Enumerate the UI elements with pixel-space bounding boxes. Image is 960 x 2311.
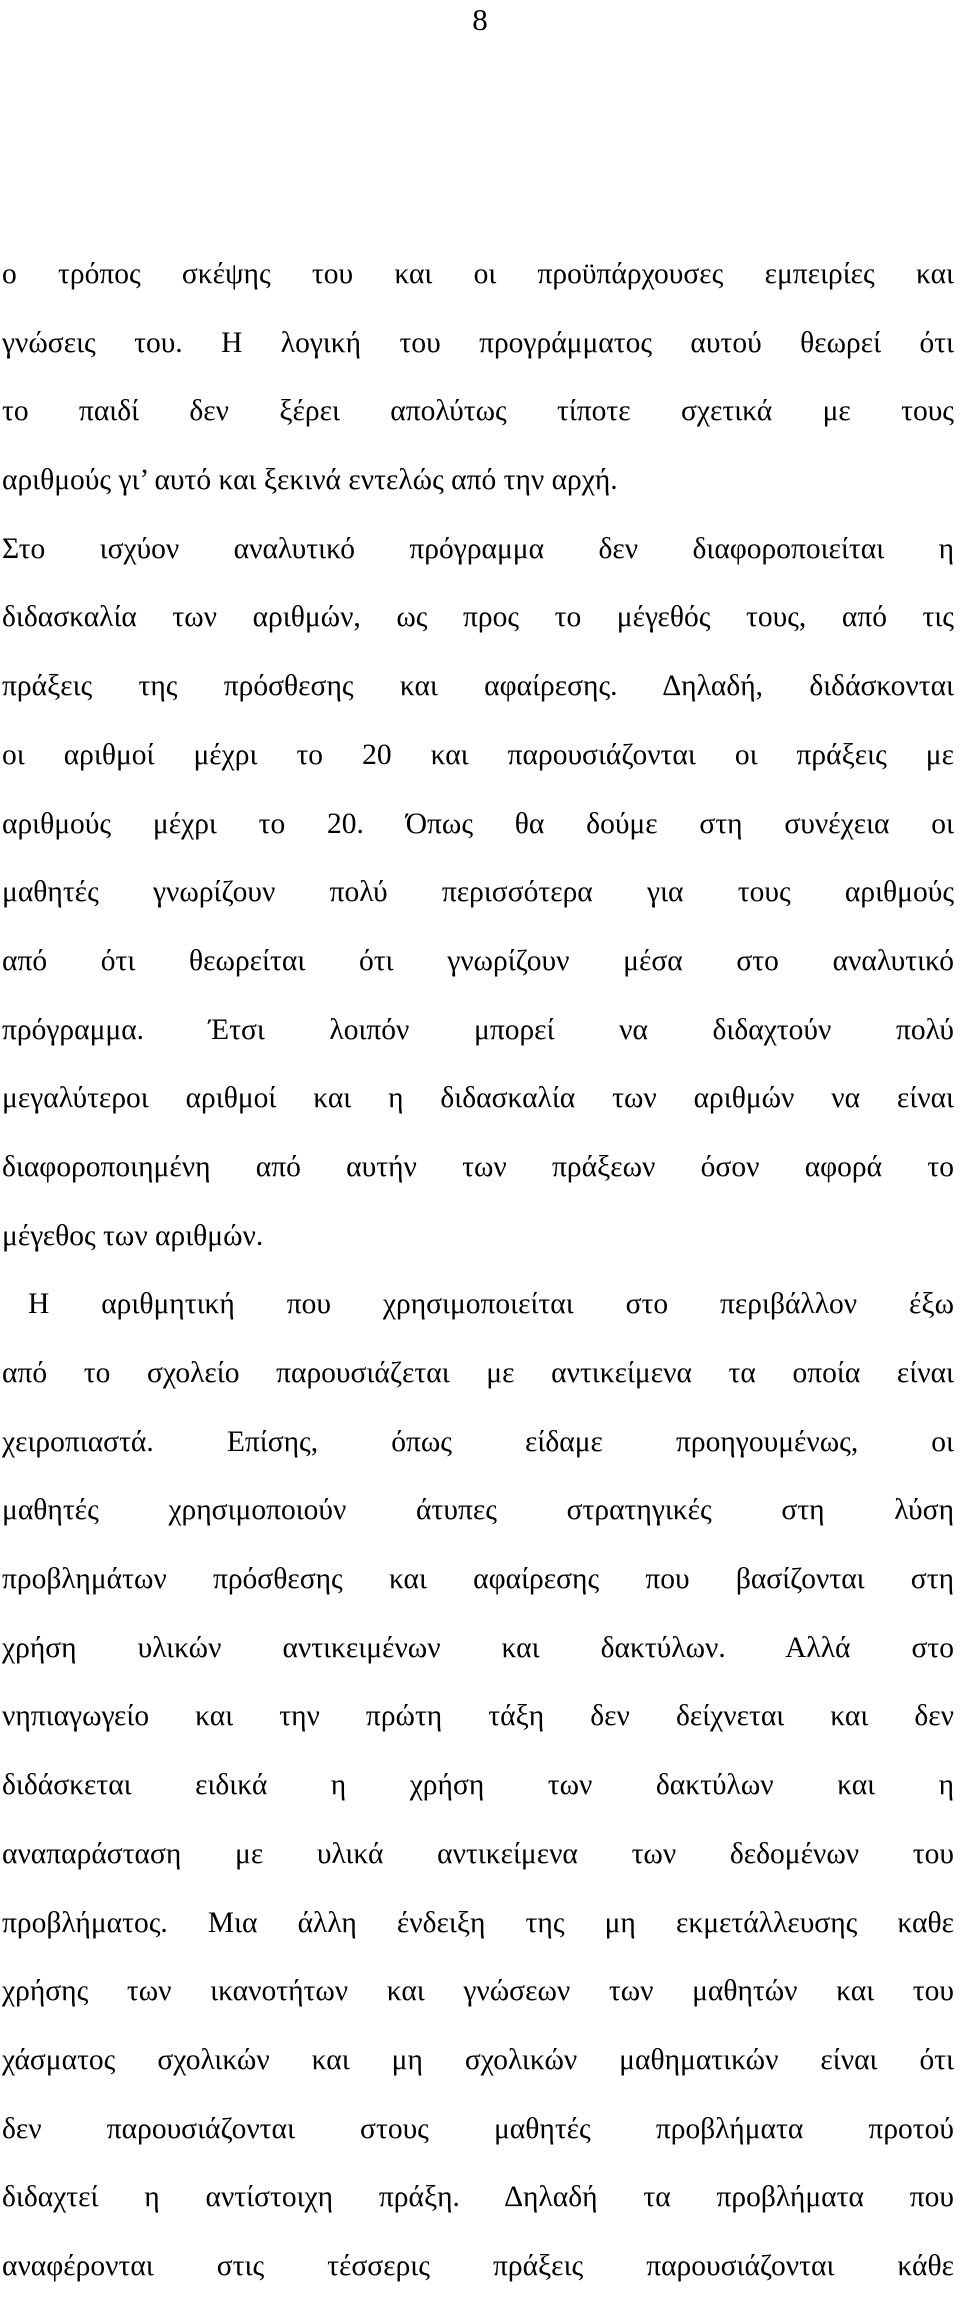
text-line: προβλημάτων πρόσθεσης και αφαίρεσης που βασίζονται στη	[2, 1563, 954, 1596]
text-line: αριθμούς γι’ αυτό και ξεκινά εντελώς από την αρχή.	[2, 464, 618, 497]
text-line: μαθητές γνωρίζουν πολύ περισσότερα για τους αριθμούς	[2, 876, 954, 909]
text-line: διαφοροποιημένη από αυτήν των πράξεων όσον αφορά το	[2, 1150, 954, 1183]
text-line: πράξεις της πρόσθεσης και αφαίρεσης. Δηλαδή, διδάσκονται	[2, 670, 954, 703]
page-number: 8	[472, 2, 488, 37]
text-line: μεγαλύτεροι αριθμοί και η διδασκαλία των αριθμών να είναι	[2, 1082, 954, 1115]
text-line: διδαχτεί η αντίστοιχη πράξη. Δηλαδή τα προβλήματα που	[2, 2181, 954, 2214]
text-line: διδασκαλία των αριθμών, ως προς το μέγεθός τους, από τις	[2, 601, 954, 634]
text-line: αναφέρονται στις τέσσερις πράξεις παρουσιάζονται κάθε	[2, 2249, 954, 2282]
text-line: πρόγραμμα. Έτσι λοιπόν μπορεί να διδαχτούν πολύ	[2, 1013, 954, 1046]
text-line: χειροπιαστά. Επίσης, όπως είδαμε προηγουμένως, οι	[2, 1425, 954, 1458]
text-line: αριθμούς μέχρι το 20. Όπως θα δούμε στη συνέχεια οι	[2, 807, 954, 840]
text-line: το παιδί δεν ξέρει απολύτως τίποτε σχετικά με τους	[2, 395, 954, 428]
text-line: οι αριθμοί μέχρι το 20 και παρουσιάζονται οι πράξεις με	[2, 738, 954, 771]
text-line: προβλήματος. Μια άλλη ένδειξη της μη εκμετάλλευσης καθε	[2, 1906, 954, 1939]
text-line: από το σχολείο παρουσιάζεται με αντικείμενα τα οποία είναι	[2, 1357, 954, 1389]
text-line: χρήση υλικών αντικειμένων και δακτύλων. Αλλά στο	[2, 1631, 954, 1664]
text-line: Στο ισχύον αναλυτικό πρόγραμμα δεν διαφοροποιείται η	[2, 532, 954, 565]
body-text	[2, 250, 954, 2311]
text-line: χρήσης των ικανοτήτων και γνώσεων των μαθητών και του	[2, 1975, 954, 2008]
text-line: νηπιαγωγείο και την πρώτη τάξη δεν δείχνεται και δεν	[2, 1700, 954, 1733]
text-line: αναπαράσταση με υλικά αντικείμενα των δεδομένων του	[2, 1837, 954, 1870]
text-line: από ότι θεωρείται ότι γνωρίζουν μέσα στο αναλυτικό	[2, 944, 954, 977]
text-line: δεν παρουσιάζονται στους μαθητές προβλήματα προτού	[2, 2112, 954, 2145]
text-line: ο τρόπος σκέψης του και οι προϋπάρχουσες εμπειρίες και	[2, 258, 954, 290]
text-line: μέγεθος των αριθμών.	[2, 1219, 264, 1252]
text-line: Η αριθμητική που χρησιμοποιείται στο περιβάλλον έξω	[28, 1288, 954, 1321]
text-line: μαθητές χρησιμοποιούν άτυπες στρατηγικές στη λύση	[2, 1494, 954, 1527]
text-line: διδάσκεται ειδικά η χρήση των δακτύλων και η	[2, 1769, 954, 1802]
text-line: γνώσεις του. Η λογική του προγράμματος αυτού θεωρεί ότι	[2, 326, 954, 359]
text-line: χάσματος σχολικών και μη σχολικών μαθηματικών είναι ότι	[2, 2043, 954, 2076]
